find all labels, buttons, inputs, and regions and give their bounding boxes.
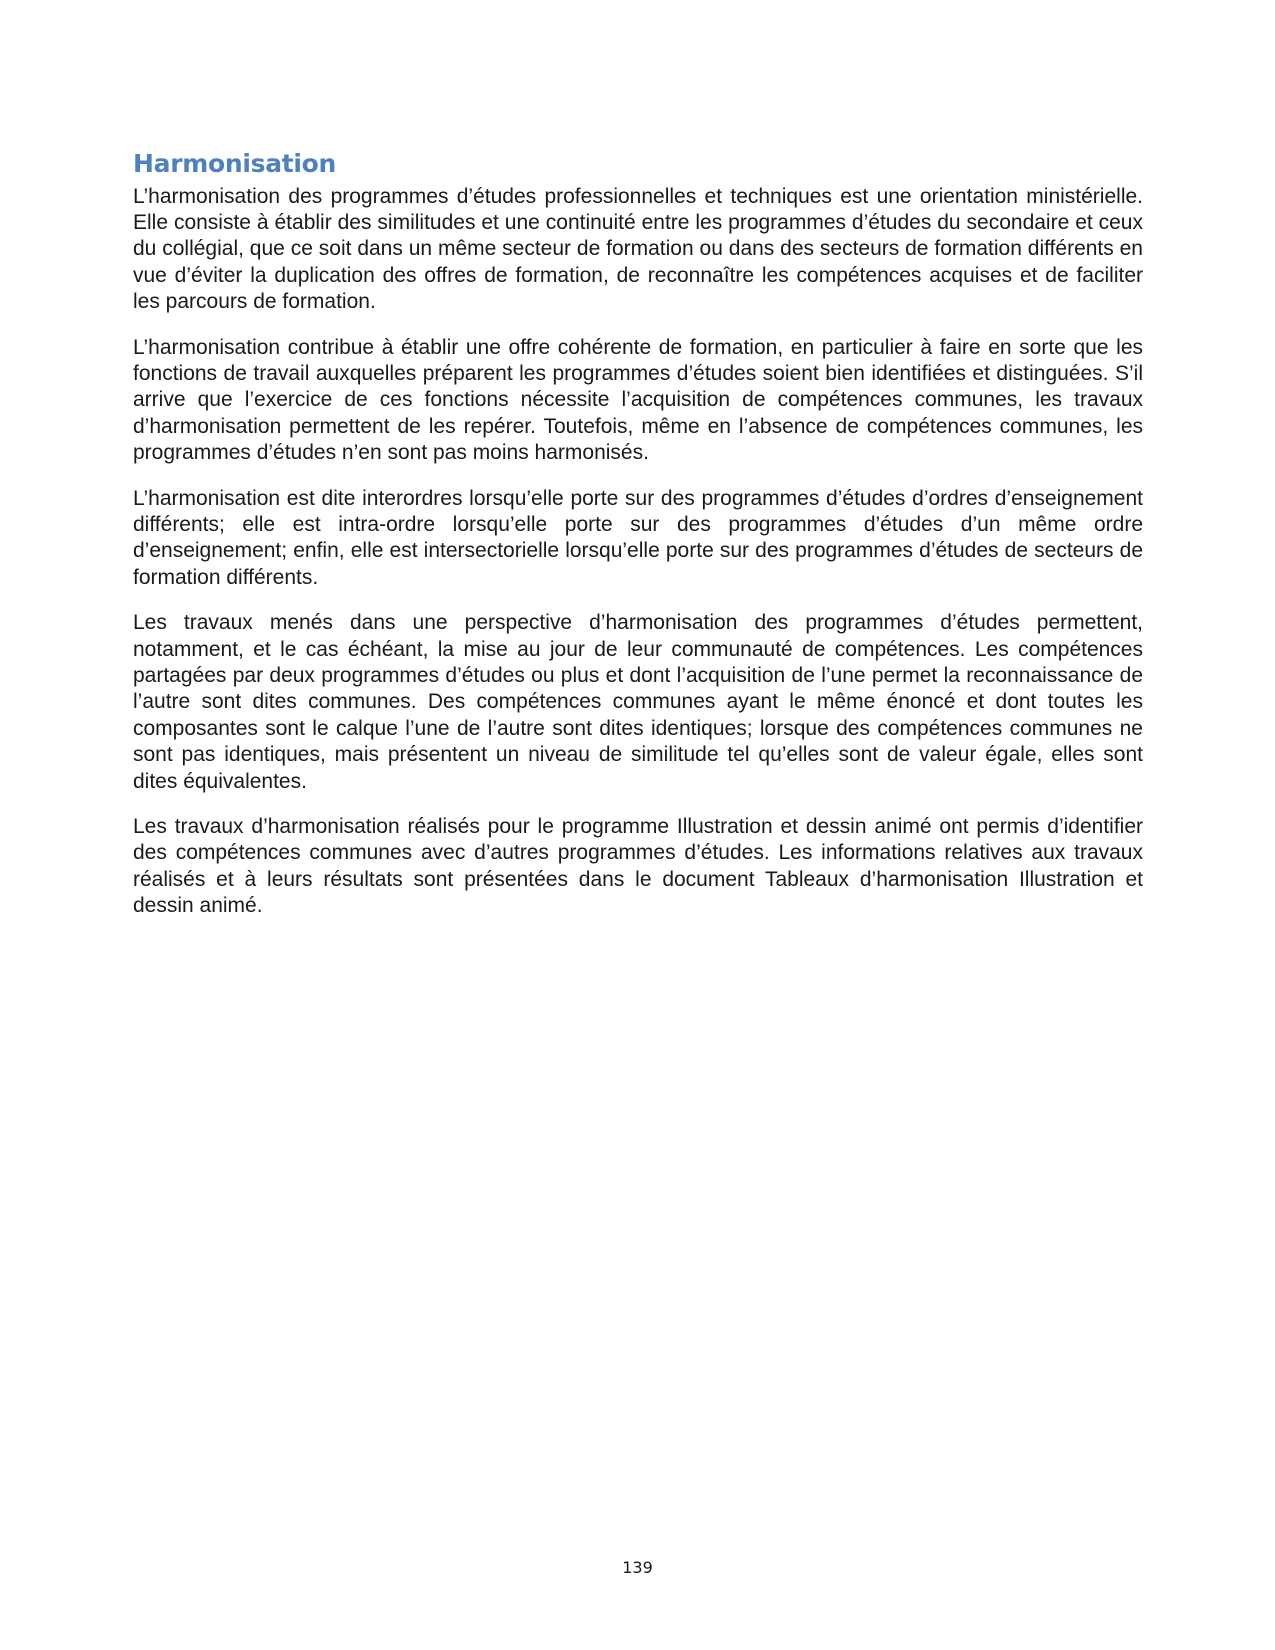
- paragraph-contribution: L’harmonisation contribue à établir une offre cohérente de formation, en particulier à faire en sorte que les fonctions de travail auxquelles préparent les programmes d’études soient bien identifiées et distinguées. S’il arrive que l’exercice de ces fonctions nécessite l’acquisition de compétences communes, les travaux d’harmonisation permettent de les repérer. Toutefois, même en l’absence de compétences communes, les programmes d’études n’en sont pas moins harmonisés.: [133, 335, 1143, 465]
- paragraph-definition: L’harmonisation des programmes d’études professionnelles et techniques est une orientation ministérielle. Elle consiste à établir des similitudes et une continuité entre les programmes d’études du secondaire et ceux du collégial, que ce soit dans un même secteur de formation ou dans des secteurs de formation différents en vue d’éviter la duplication des offres de formation, de reconnaître les compétences acquises et de faciliter les parcours de formation.: [133, 184, 1143, 314]
- section-heading: Harmonisation: [133, 149, 337, 178]
- paragraph-program-results: Les travaux d’harmonisation réalisés pour le programme Illustration et dessin animé ont permis d’identifier des compétences communes avec d’autres programmes d’études. Les informations relatives aux travaux réalisés et à leurs résultats sont présentées dans le document Tableaux d’harmonisation Illustration et dessin animé.: [133, 815, 1143, 918]
- paragraph-common-competencies: Les travaux menés dans une perspective d’harmonisation des programmes d’études permettent, notamment, et le cas échéant, la mise au jour de leur communauté de compétences. Les compétences partagées par deux programmes d’études ou plus et dont l’acquisition de l’une permet la reconnaissance de l’autre sont dites communes. Des compétences communes ayant le même énoncé et dont toutes les composantes sont le calque l’une de l’autre sont dites identiques; lorsque des compétences communes ne sont pas identiques, mais présentent un niveau de similitude tel qu’elles sont de valeur égale, elles sont dites équivalentes.: [133, 611, 1143, 793]
- page-content: [133, 150, 1143, 939]
- paragraph-types: L’harmonisation est dite interordres lorsqu’elle porte sur des programmes d’études d’ordres d’enseignement différents; elle est intra-ordre lorsqu’elle porte sur des programmes d’études d’un même ordre d’enseignement; enfin, elle est intersectorielle lorsqu’elle porte sur des programmes d’études de secteurs de formation différents.: [133, 486, 1143, 589]
- page-number: 139: [622, 1558, 653, 1577]
